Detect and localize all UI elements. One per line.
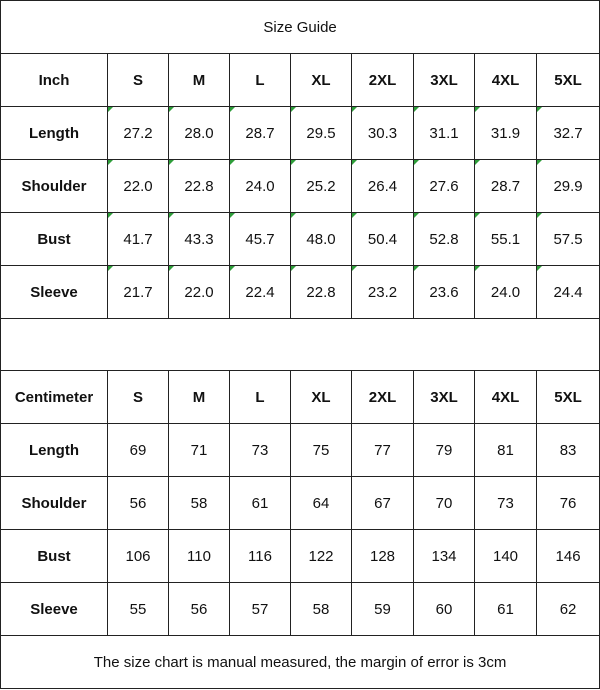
inch-measure-label: Sleeve (1, 266, 108, 319)
table-row (1, 530, 600, 583)
table-row (1, 213, 600, 266)
cm-size-header: 5XL (537, 371, 600, 424)
cm-size-value: 73 (230, 424, 291, 477)
cm-size-value: 122 (291, 530, 352, 583)
table-body (1, 1, 600, 689)
cm-size-value: 62 (537, 583, 600, 636)
inch-size-value: 26.4 (352, 160, 414, 213)
inch-size-value: 22.8 (169, 160, 230, 213)
table-row (1, 266, 600, 319)
cm-size-value: 83 (537, 424, 600, 477)
cm-size-value: 55 (108, 583, 169, 636)
inch-size-value: 57.5 (537, 213, 600, 266)
cm-size-header: 4XL (475, 371, 537, 424)
cm-size-header: L (230, 371, 291, 424)
cm-size-value: 140 (475, 530, 537, 583)
cm-size-value: 59 (352, 583, 414, 636)
inch-measure-label: Bust (1, 213, 108, 266)
inch-size-header: M (169, 54, 230, 107)
inch-size-value: 22.8 (291, 266, 352, 319)
cm-size-value: 61 (230, 477, 291, 530)
inch-header-row (1, 54, 600, 107)
inch-size-value: 52.8 (414, 213, 475, 266)
cm-size-value: 56 (169, 583, 230, 636)
cm-size-value: 75 (291, 424, 352, 477)
inch-size-value: 45.7 (230, 213, 291, 266)
cm-size-value: 128 (352, 530, 414, 583)
inch-measure-label: Shoulder (1, 160, 108, 213)
table-row (1, 477, 600, 530)
cm-size-value: 76 (537, 477, 600, 530)
inch-size-value: 22.0 (169, 266, 230, 319)
cm-size-value: 110 (169, 530, 230, 583)
cm-size-header: 3XL (414, 371, 475, 424)
footer-note: The size chart is manual measured, the margin of error is 3cm (1, 636, 600, 689)
cm-size-header: S (108, 371, 169, 424)
table-row (1, 424, 600, 477)
cm-size-header: XL (291, 371, 352, 424)
spacer-cell (1, 319, 600, 371)
inch-size-header: L (230, 54, 291, 107)
inch-size-value: 55.1 (475, 213, 537, 266)
cm-size-value: 70 (414, 477, 475, 530)
inch-size-value: 23.6 (414, 266, 475, 319)
inch-size-value: 43.3 (169, 213, 230, 266)
cm-size-header: 2XL (352, 371, 414, 424)
inch-size-value: 24.0 (475, 266, 537, 319)
inch-size-value: 28.0 (169, 107, 230, 160)
inch-size-value: 21.7 (108, 266, 169, 319)
cm-size-value: 61 (475, 583, 537, 636)
inch-size-value: 24.4 (537, 266, 600, 319)
inch-size-header: 4XL (475, 54, 537, 107)
page-title: Size Guide (1, 1, 600, 54)
cm-size-value: 58 (169, 477, 230, 530)
inch-size-header: 3XL (414, 54, 475, 107)
cm-size-value: 60 (414, 583, 475, 636)
cm-size-value: 69 (108, 424, 169, 477)
cm-size-value: 106 (108, 530, 169, 583)
inch-size-header: 5XL (537, 54, 600, 107)
cm-size-value: 77 (352, 424, 414, 477)
inch-size-value: 41.7 (108, 213, 169, 266)
cm-header-row (1, 371, 600, 424)
inch-size-value: 31.1 (414, 107, 475, 160)
cm-size-value: 116 (230, 530, 291, 583)
inch-size-header: S (108, 54, 169, 107)
inch-size-value: 29.9 (537, 160, 600, 213)
cm-size-value: 146 (537, 530, 600, 583)
inch-size-value: 48.0 (291, 213, 352, 266)
inch-size-value: 27.6 (414, 160, 475, 213)
cm-size-value: 134 (414, 530, 475, 583)
inch-size-header: 2XL (352, 54, 414, 107)
cm-size-value: 56 (108, 477, 169, 530)
inch-unit-label: Inch (1, 54, 108, 107)
cm-size-value: 58 (291, 583, 352, 636)
cm-measure-label: Shoulder (1, 477, 108, 530)
cm-size-value: 79 (414, 424, 475, 477)
cm-size-value: 71 (169, 424, 230, 477)
cm-measure-label: Sleeve (1, 583, 108, 636)
table-row (1, 107, 600, 160)
table-row (1, 583, 600, 636)
cm-size-value: 57 (230, 583, 291, 636)
inch-size-value: 27.2 (108, 107, 169, 160)
inch-size-value: 29.5 (291, 107, 352, 160)
inch-size-value: 30.3 (352, 107, 414, 160)
footer-row (1, 636, 600, 689)
cm-size-value: 64 (291, 477, 352, 530)
section-spacer (1, 319, 600, 371)
inch-size-value: 22.4 (230, 266, 291, 319)
inch-measure-label: Length (1, 107, 108, 160)
title-row (1, 1, 600, 54)
inch-size-value: 28.7 (230, 107, 291, 160)
inch-size-value: 32.7 (537, 107, 600, 160)
cm-size-value: 67 (352, 477, 414, 530)
inch-size-value: 25.2 (291, 160, 352, 213)
inch-size-value: 22.0 (108, 160, 169, 213)
table-row (1, 160, 600, 213)
inch-size-value: 24.0 (230, 160, 291, 213)
cm-size-value: 81 (475, 424, 537, 477)
cm-size-value: 73 (475, 477, 537, 530)
cm-measure-label: Bust (1, 530, 108, 583)
cm-measure-label: Length (1, 424, 108, 477)
cm-unit-label: Centimeter (1, 371, 108, 424)
inch-size-value: 28.7 (475, 160, 537, 213)
inch-size-header: XL (291, 54, 352, 107)
cm-size-header: M (169, 371, 230, 424)
inch-size-value: 23.2 (352, 266, 414, 319)
inch-size-value: 50.4 (352, 213, 414, 266)
inch-size-value: 31.9 (475, 107, 537, 160)
